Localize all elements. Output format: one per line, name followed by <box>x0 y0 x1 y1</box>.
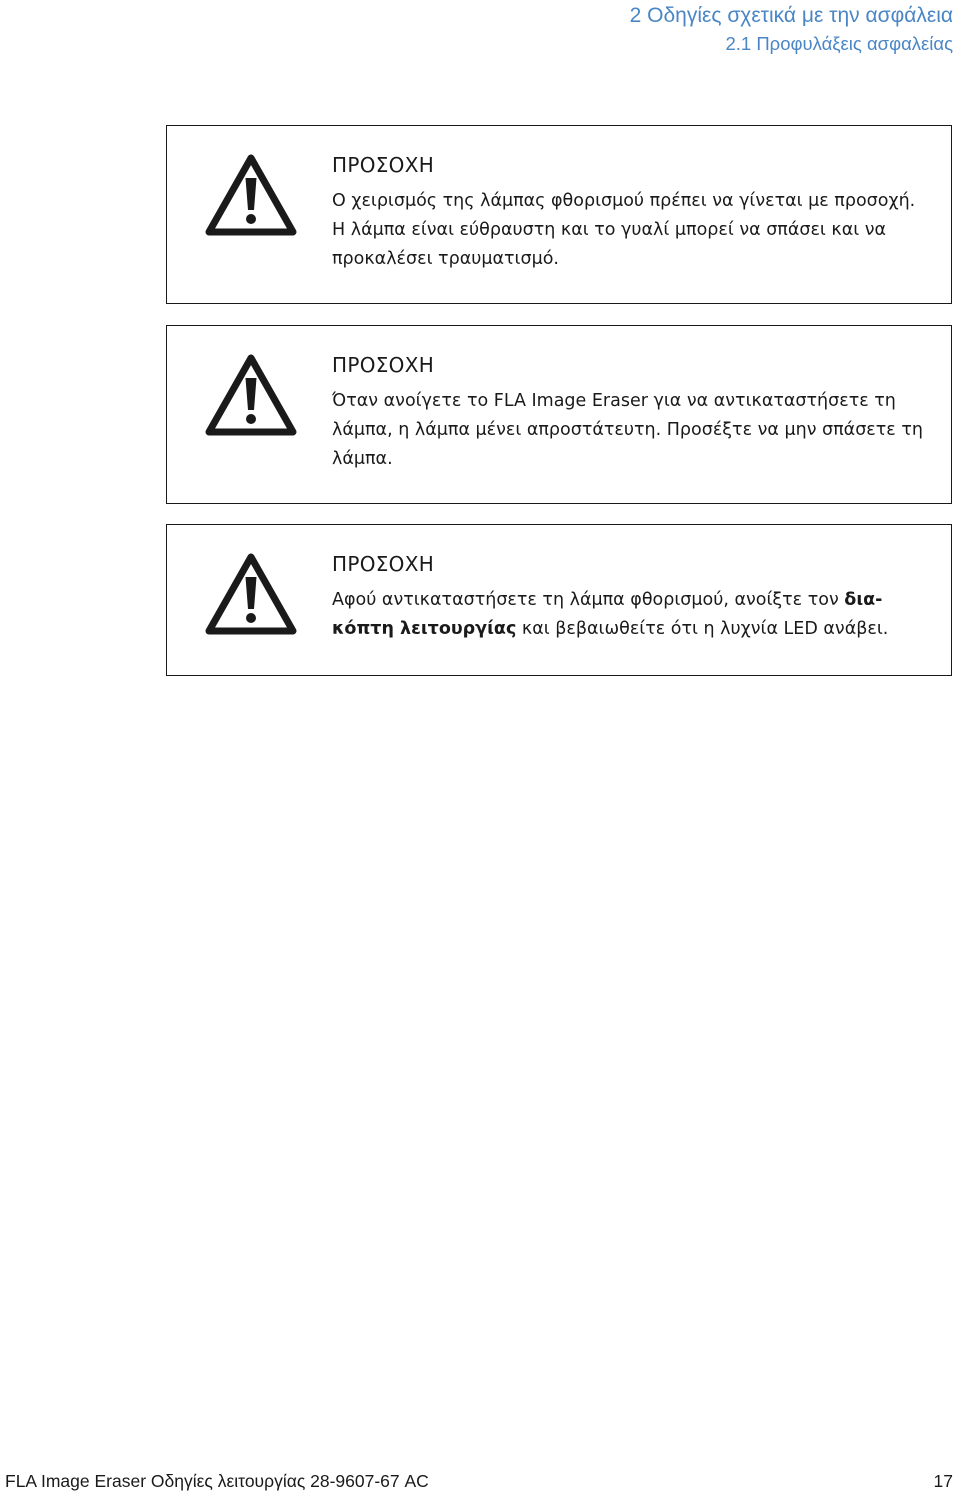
chapter-heading: 2 Οδηγίες σχετικά με την ασφάλεια <box>629 4 953 27</box>
warning-triangle-icon <box>205 553 297 635</box>
document-title: FLA Image Eraser Οδηγίες λειτουργίας 28-9607-67 AC <box>5 1471 429 1491</box>
warning-text-part: Αφού αντικαταστήσετε τη λάμπα φθορισμού, ανοίξτε τον <box>332 590 845 610</box>
warning-title: ΠΡΟΣΟΧΗ <box>332 153 435 177</box>
warning-triangle-icon <box>205 354 297 436</box>
warning-text: Όταν ανοίγετε το FLA Image Eraser για να αντικαταστήσετε τη λάμπα, η λάμπα μένει απροστάτευτη. Προσέξτε να μην σπάσετε τη λάμπα. <box>332 391 923 469</box>
warning-text <box>332 586 929 644</box>
page-number: 17 <box>933 1471 953 1491</box>
warning-box-power-switch <box>166 524 952 676</box>
section-heading: 2.1 Προφυλάξεις ασφαλείας <box>725 33 953 54</box>
warning-title: ΠΡΟΣΟΧΗ <box>332 353 435 377</box>
warning-box-unprotected-lamp <box>166 325 952 504</box>
power-switch-term: δια-κόπτη λειτουργίας <box>332 590 883 639</box>
page-header <box>630 3 953 59</box>
warning-box-fragile-lamp <box>166 125 952 304</box>
warning-triangle-icon <box>205 154 297 236</box>
warning-text: Ο χειρισμός της λάμπας φθορισμού πρέπει να γίνεται με προσοχή. Η λάμπα είναι εύθραυστη και το γυαλί μπορεί να σπάσει και να προκαλέσει τραυματισμό. <box>332 191 916 269</box>
page-footer <box>5 1470 953 1492</box>
warning-text-part: και βεβαιωθείτε ότι η λυχνία LED ανάβει. <box>516 619 889 639</box>
warning-title: ΠΡΟΣΟΧΗ <box>332 552 435 576</box>
